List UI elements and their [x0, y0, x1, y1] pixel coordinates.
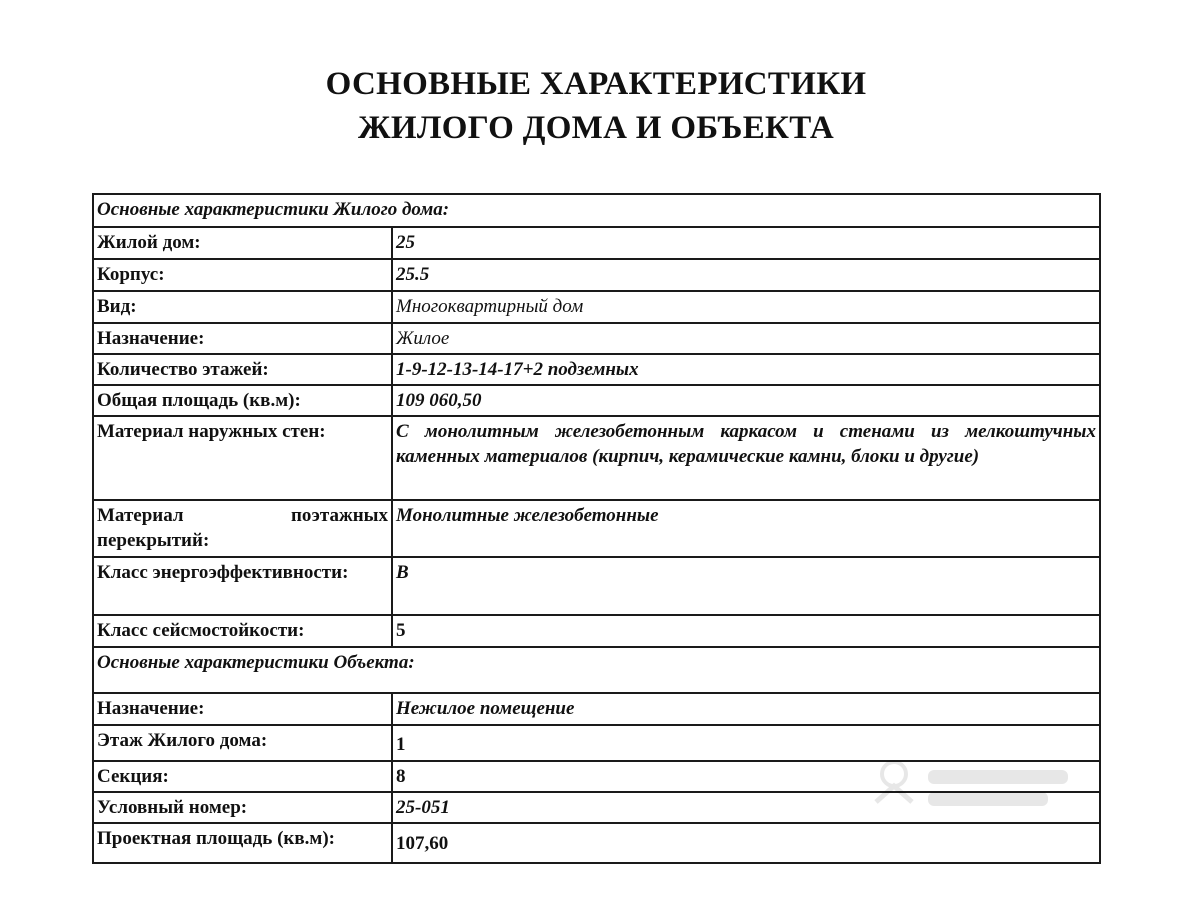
- row-label: Корпус:: [93, 259, 392, 291]
- row-value: Жилое: [392, 323, 1100, 354]
- table-row: [93, 823, 1100, 863]
- table-row: [93, 693, 1100, 725]
- table-row: [93, 500, 1100, 557]
- table-row: [93, 227, 1100, 259]
- row-value: 25.5: [392, 259, 1100, 291]
- row-label: Класс сейсмостойкости:: [93, 615, 392, 647]
- row-value: 1: [392, 725, 1100, 761]
- row-value: 107,60: [392, 823, 1100, 863]
- table-row: [93, 323, 1100, 354]
- table-section-header: [93, 647, 1100, 693]
- table-row: [93, 725, 1100, 761]
- table-section-header: [93, 194, 1100, 227]
- row-value: С монолитным железобетонным каркасом и стенами из мелкоштучных каменных материалов (кирпич, керамические камни, блоки и другие): [392, 416, 1100, 500]
- row-label: Секция:: [93, 761, 392, 792]
- row-label: Проектная площадь (кв.м):: [93, 823, 392, 863]
- row-label: Условный номер:: [93, 792, 392, 823]
- row-label: Назначение:: [93, 693, 392, 725]
- row-value: 25: [392, 227, 1100, 259]
- row-label: Материал наружных стен:: [93, 416, 392, 500]
- table-row: [93, 416, 1100, 500]
- table-row: [93, 761, 1100, 792]
- row-label: Жилой дом:: [93, 227, 392, 259]
- row-value: 109 060,50: [392, 385, 1100, 416]
- row-value: Многоквартирный дом: [392, 291, 1100, 323]
- table-row: [93, 557, 1100, 615]
- row-value: 5: [392, 615, 1100, 647]
- table-row: [93, 385, 1100, 416]
- row-value: 25-051: [392, 792, 1100, 823]
- row-value: Монолитные железобетонные: [392, 500, 1100, 557]
- row-label-line-1: [97, 503, 388, 528]
- row-label: [93, 500, 392, 557]
- row-label: Количество этажей:: [93, 354, 392, 385]
- row-label-word: поэтажных: [290, 505, 388, 526]
- building-section-heading: Основные характеристики Жилого дома:: [93, 194, 1100, 227]
- row-label: Общая площадь (кв.м):: [93, 385, 392, 416]
- page-title: [0, 62, 1192, 150]
- table-row: [93, 354, 1100, 385]
- table-row: [93, 792, 1100, 823]
- row-label: Назначение:: [93, 323, 392, 354]
- page-title-line-1: ОСНОВНЫЕ ХАРАКТЕРИСТИКИ: [325, 66, 867, 102]
- row-label: Класс энергоэффективности:: [93, 557, 392, 615]
- row-value: B: [392, 557, 1100, 615]
- table-row: [93, 291, 1100, 323]
- row-label: Вид:: [93, 291, 392, 323]
- row-value: 1-9-12-13-14-17+2 подземных: [392, 354, 1100, 385]
- page-title-line-2: ЖИЛОГО ДОМА И ОБЪЕКТА: [357, 110, 835, 146]
- table-row: [93, 615, 1100, 647]
- row-label: Этаж Жилого дома:: [93, 725, 392, 761]
- row-value: 8: [392, 761, 1100, 792]
- object-section-heading: Основные характеристики Объекта:: [93, 647, 1100, 693]
- table-row: [93, 259, 1100, 291]
- row-label-word: Материал: [97, 505, 184, 526]
- characteristics-table: [92, 193, 1101, 864]
- row-value: Нежилое помещение: [392, 693, 1100, 725]
- row-label-line-2: перекрытий:: [97, 530, 210, 551]
